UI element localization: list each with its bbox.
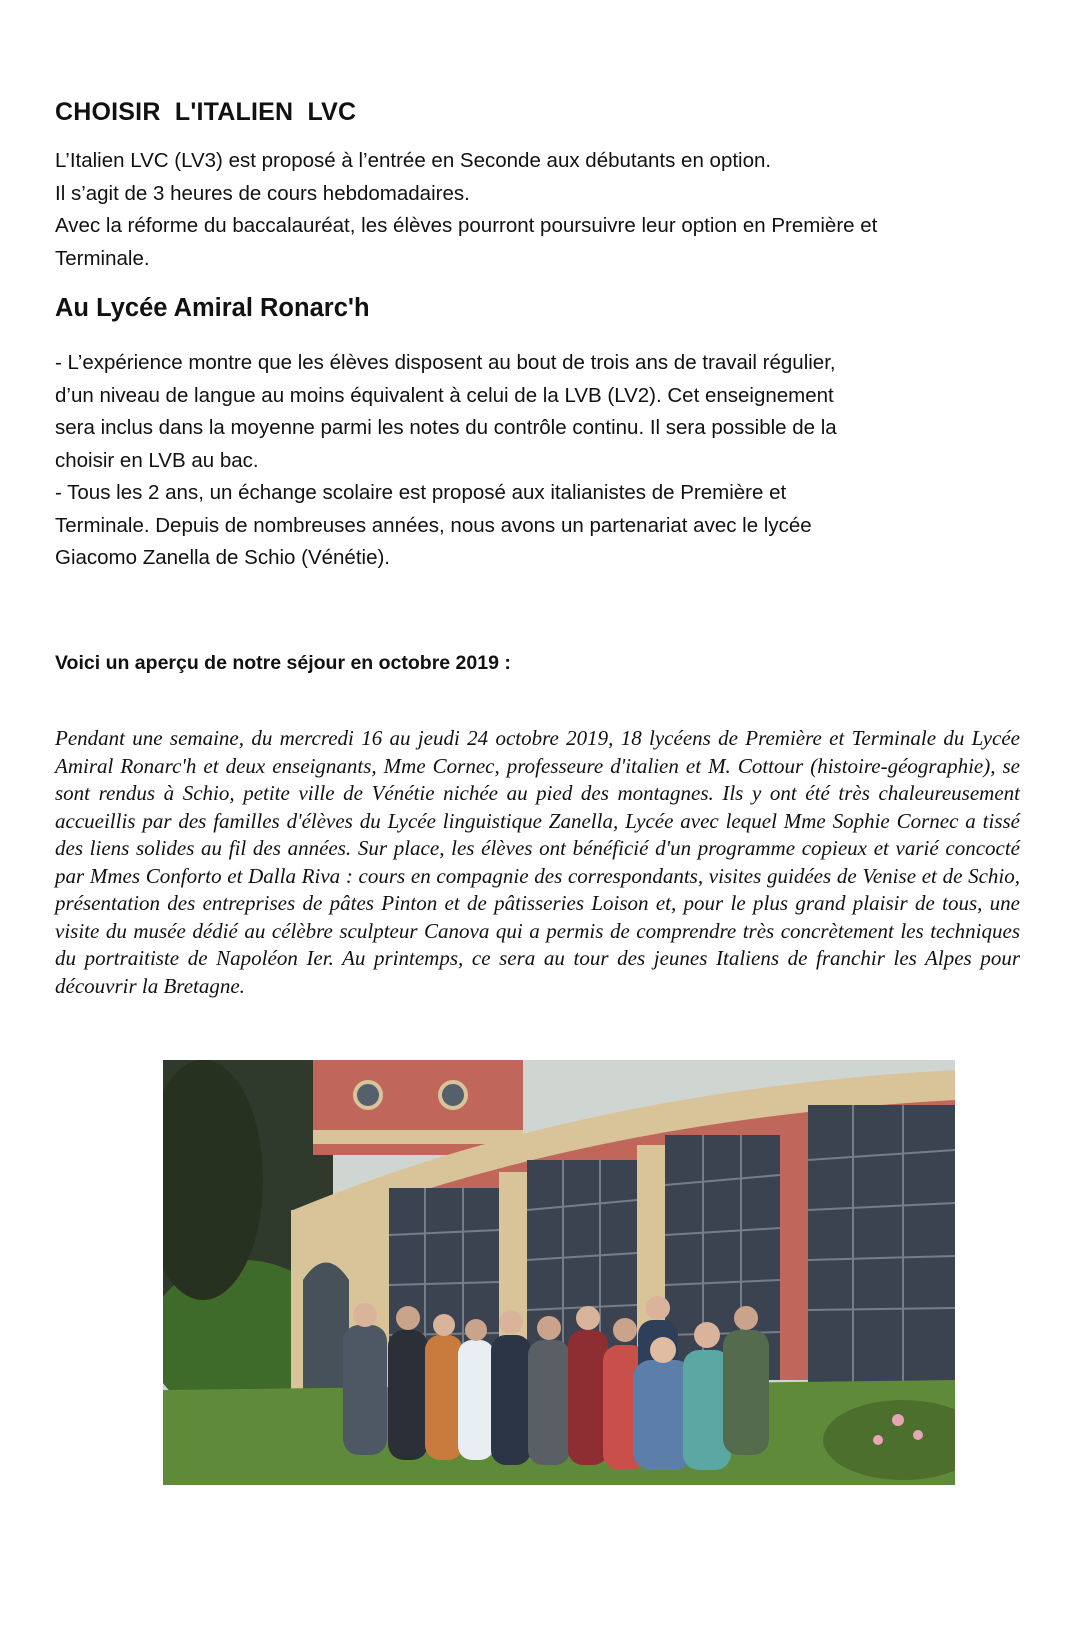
lycee-line: choisir en LVB au bac. xyxy=(55,448,259,472)
intro-line: Terminale. xyxy=(55,246,150,270)
group-photo xyxy=(163,1060,955,1485)
lycee-line: d’un niveau de langue au moins équivalent à celui de la LVB (LV2). Cet enseignement xyxy=(55,383,834,407)
lycee-line: Terminale. Depuis de nombreuses années, nous avons un partenariat avec le lycée xyxy=(55,513,812,537)
lycee-line: Giacomo Zanella de Schio (Vénétie). xyxy=(55,546,391,569)
lycee-line: sera inclus dans la moyenne parmi les notes du contrôle continu. Il sera possible de la xyxy=(55,416,837,439)
lycee-line: - L’expérience montre que les élèves disposent au bout de trois ans de travail régulier, xyxy=(55,351,836,374)
intro-line: Il s’agit de 3 heures de cours hebdomadaires. xyxy=(55,181,470,205)
sejour-heading: Voici un aperçu de notre séjour en octobre 2019 : xyxy=(55,652,511,674)
intro-line: Avec la réforme du baccalauréat, les élèves pourront poursuivre leur option en Première et xyxy=(55,214,878,237)
page-title: CHOISIR L'ITALIEN LVC xyxy=(55,98,357,126)
intro-line: L’Italien LVC (LV3) est proposé à l’entrée en Seconde aux débutants en option. xyxy=(55,149,772,172)
lycee-line: - Tous les 2 ans, un échange scolaire est proposé aux italianistes de Première et xyxy=(55,481,787,504)
lycee-heading: Au Lycée Amiral Ronarc'h xyxy=(55,294,370,322)
lycee-paragraph xyxy=(55,347,1035,575)
sejour-paragraph: Pendant une semaine, du mercredi 16 au jeudi 24 octobre 2019, 18 lycéens de Première et Terminale du Lycée Amiral Ronarc'h et deux enseignants, Mme Cornec, professeure d'italien et M. Cottour (histoire-géographie), se sont rendus à Schio, petite ville de Vénétie nichée au pied des montagnes. Ils y ont été très chaleureusement accueillis par des familles d'élèves du Lycée linguistique Zanella, Lycée avec lequel Mme Sophie Cornec a tissé des liens solides au fil des années. Sur place, les élèves ont bénéficié d'un programme copieux et varié concocté par Mmes Conforto et Dalla Riva : cours en compagnie des correspondants, visites guidées de Venise et de Schio, présentation des entreprises de pâtes Pinton et de pâtisseries Loison et, pour le plus grand plaisir de tous, une visite du musée dédié au célèbre sculpteur Canova qui a permis de comprendre très concrètement les techniques du portraitiste de Napoléon Ier. Au printemps, ce sera au tour des jeunes Italiens de franchir les Alpes pour découvrir la Bretagne. xyxy=(55,726,1020,998)
intro-paragraph xyxy=(55,145,1035,275)
group-photo-illustration xyxy=(163,1060,955,1485)
